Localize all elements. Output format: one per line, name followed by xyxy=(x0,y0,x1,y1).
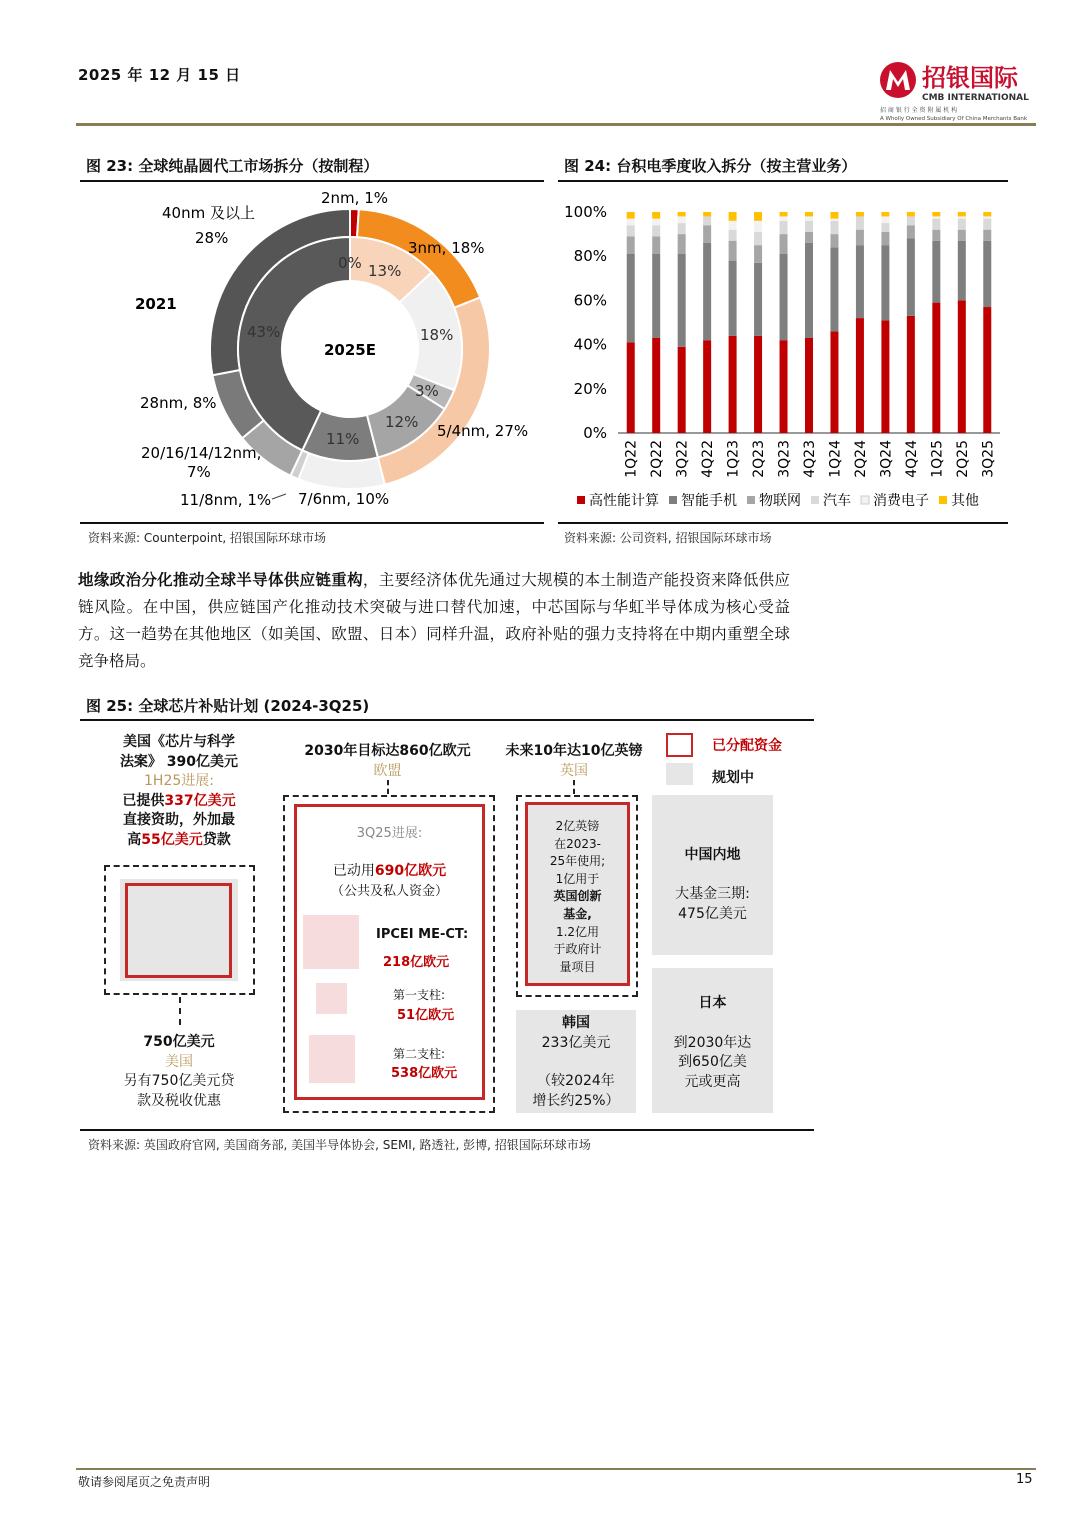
legend-label-0: 高性能计算 xyxy=(589,493,659,509)
label-outer-20nm-a: 20/16/14/12nm, xyxy=(141,444,262,462)
legend-label-2: 物联网 xyxy=(759,493,801,509)
bar-1Q25-0 xyxy=(932,303,940,433)
x-tick-label: 2Q25 xyxy=(954,440,971,478)
eu-pillar2-label: 第二支柱: xyxy=(393,1047,446,1061)
uk-connector xyxy=(573,780,575,794)
eu-pillar1-value: 51亿欧元 xyxy=(397,1008,455,1023)
y-tick-label: 40% xyxy=(573,335,607,354)
us-block xyxy=(90,733,268,850)
bar-1Q23-4 xyxy=(729,221,737,230)
legend-swatch-2 xyxy=(747,496,755,504)
bar-1Q24-5 xyxy=(830,212,838,219)
bar-2Q23-4 xyxy=(754,221,762,232)
eu-ipcei-square xyxy=(303,915,359,969)
bar-1Q23-2 xyxy=(729,241,737,261)
label-outer-3nm: 3nm, 18% xyxy=(408,239,485,257)
eu-used-value: 690亿欧元 xyxy=(374,863,447,879)
bar-marks xyxy=(627,212,992,433)
fig24-top-rule xyxy=(558,180,1008,182)
bar-3Q25-5 xyxy=(983,212,991,216)
logo-text: 招银国际 xyxy=(922,64,1018,92)
bar-2Q24-2 xyxy=(856,230,864,245)
legend-planned-label: 规划中 xyxy=(712,770,754,786)
bar-3Q24-4 xyxy=(881,216,889,223)
eu-head: 2030年目标达860亿欧元 xyxy=(304,743,471,759)
bar-1Q22-0 xyxy=(627,342,635,433)
label-inner-3nm: 13% xyxy=(368,262,402,280)
us-amount: 750亿美元 xyxy=(143,1034,215,1050)
legend-planned-swatch xyxy=(666,763,693,785)
paragraph-text: ，主要经济体优先通过大规模的本土制造产能投资来降低供应链风险。在中国，供应链国产化推动技术突破与进口替代加速，中芯国际与华虹半导体成为核心受益方。这一趋势在其他地区（如美国、欧盟、日本）同样升温，政府补贴的强力支持将在中期内重塑全球竞争格局。 xyxy=(78,571,790,670)
x-tick-label: 3Q23 xyxy=(776,440,793,478)
uk-l8: 于政府计 xyxy=(553,942,602,957)
china-box xyxy=(652,795,773,955)
page-number: 15 xyxy=(1016,1472,1033,1487)
bar-3Q24-2 xyxy=(881,232,889,245)
bar-1Q25-3 xyxy=(932,219,940,230)
fig24-title: 图 24: 台积电季度收入拆分（按主营业务） xyxy=(564,157,857,175)
uk-l7: 1.2亿用 xyxy=(555,924,600,939)
bar-4Q24-2 xyxy=(907,225,915,238)
paragraph-lead: 地缘政治分化推动全球半导体供应链重构 xyxy=(78,571,363,589)
bar-2Q22-4 xyxy=(652,219,660,226)
fig23-title: 图 23: 全球纯晶圆代工市场拆分（按制程） xyxy=(86,157,379,175)
bar-1Q25-4 xyxy=(932,216,940,218)
bar-2Q25-5 xyxy=(958,212,966,216)
uk-l3: 25年使用; xyxy=(549,854,606,869)
cmb-logo-icon xyxy=(876,58,1036,124)
us-loan-value: 55亿美元 xyxy=(141,831,203,848)
us-allocated-box xyxy=(125,883,232,978)
logo-tagline-en: A Wholly Owned Subsidiary Of China Merchants Bank xyxy=(880,116,1028,122)
x-tick-label: 2Q22 xyxy=(649,440,666,478)
label-inner-28nm: 11% xyxy=(326,430,360,448)
korea-amount: 233亿美元 xyxy=(541,1034,611,1051)
bar-1Q25-2 xyxy=(932,230,940,241)
bar-legend xyxy=(577,492,979,509)
bar-4Q24-3 xyxy=(907,216,915,225)
fig25-top-rule xyxy=(80,719,814,721)
bar-2Q23-0 xyxy=(754,336,762,433)
bar-4Q23-5 xyxy=(805,212,813,216)
bar-2Q25-2 xyxy=(958,230,966,241)
bar-4Q23-3 xyxy=(805,221,813,232)
fig25-bottom-rule xyxy=(80,1129,814,1131)
china-l2: 475亿美元 xyxy=(678,906,747,922)
bar-4Q23-2 xyxy=(805,232,813,243)
uk-l1: 2亿英镑 xyxy=(555,819,600,833)
label-outer-2nm: 2nm, 1% xyxy=(321,189,388,207)
us-extra2: 款及税收优惠 xyxy=(137,1092,221,1109)
fig23-bottom-rule xyxy=(80,522,544,524)
eu-ipcei-label: IPCEI ME-CT: xyxy=(376,927,469,942)
bar-4Q23-0 xyxy=(805,338,813,433)
legend-swatch-1 xyxy=(669,496,677,504)
bar-1Q22-3 xyxy=(627,225,635,236)
bar-3Q22-3 xyxy=(678,223,686,234)
eu-used-label: 已动用 xyxy=(332,863,375,879)
header-rule xyxy=(76,123,1036,126)
label-inner-5nm: 18% xyxy=(420,326,454,344)
bar-4Q24-0 xyxy=(907,316,915,433)
bar-2Q22-0 xyxy=(652,338,660,433)
uk-region: 英国 xyxy=(560,763,588,779)
y-tick-label: 100% xyxy=(564,203,607,221)
label-outer-28nm: 28nm, 8% xyxy=(140,394,217,412)
bar-1Q23-5 xyxy=(729,212,737,221)
bar-1Q23-3 xyxy=(729,230,737,241)
eu-pillar2-square xyxy=(309,1035,355,1083)
us-high-label: 高 xyxy=(127,831,142,848)
japan-l3: 元或更高 xyxy=(684,1073,741,1090)
us-connector xyxy=(179,997,181,1025)
eu-connector xyxy=(387,780,389,794)
bar-3Q25-2 xyxy=(983,230,991,241)
eu-pillar2-value: 538亿欧元 xyxy=(391,1066,458,1081)
x-tick-label: 4Q23 xyxy=(802,440,818,478)
y-tick-label: 20% xyxy=(573,379,607,398)
legend-swatch-4 xyxy=(861,496,869,504)
bar-3Q25-0 xyxy=(983,307,991,433)
legend-label-4: 消费电子 xyxy=(873,493,929,509)
bar-3Q23-4 xyxy=(780,216,788,220)
bar-3Q23-3 xyxy=(780,221,788,234)
x-tick-label: 3Q24 xyxy=(878,440,895,478)
eu-pillar1-square xyxy=(316,983,347,1014)
legend-label-3: 汽车 xyxy=(823,493,851,509)
y-tick-label: 0% xyxy=(583,424,607,442)
bar-1Q23-1 xyxy=(729,261,737,336)
label-outer-7nm: 7/6nm, 10% xyxy=(298,490,390,508)
report-date: 2025 年 12 月 15 日 xyxy=(78,66,241,84)
y-tick-label: 80% xyxy=(573,247,607,266)
bar-2Q24-5 xyxy=(856,212,864,216)
bar-1Q25-5 xyxy=(932,212,940,216)
fig24-bottom-rule xyxy=(558,522,1008,524)
us-region: 美国 xyxy=(165,1053,193,1070)
bar-3Q24-5 xyxy=(881,212,889,216)
china-l1: 大基金三期: xyxy=(675,886,750,902)
uk-l6: 基金, xyxy=(563,906,592,921)
logo-tagline: 招 商 银 行 全 资 附 属 机 构 xyxy=(880,107,958,114)
bar-2Q23-3 xyxy=(754,232,762,245)
donut-year-label: 2021 xyxy=(135,295,177,313)
bar-3Q22-0 xyxy=(678,347,686,433)
bar-3Q23-1 xyxy=(780,254,788,340)
bar-4Q23-1 xyxy=(805,243,813,338)
fig25-title: 图 25: 全球芯片补贴计划 (2024-3Q25) xyxy=(86,697,370,715)
x-tick-label: 2Q24 xyxy=(852,440,869,478)
japan-box xyxy=(652,968,773,1113)
bar-x-labels xyxy=(624,440,997,478)
bar-4Q22-5 xyxy=(703,212,711,216)
bar-1Q23-0 xyxy=(729,336,737,433)
x-tick-label: 1Q25 xyxy=(929,440,946,478)
y-tick-label: 60% xyxy=(573,291,607,310)
bar-3Q22-4 xyxy=(678,216,686,223)
bar-1Q25-1 xyxy=(932,241,940,303)
eu-progress: 3Q25进展: xyxy=(356,826,423,841)
bar-2Q25-4 xyxy=(958,216,966,218)
us-line2: 法案》 390亿美元 xyxy=(119,753,239,770)
label-inner-2nm: 0% xyxy=(338,254,362,272)
label-outer-40nm-b: 28% xyxy=(195,229,229,247)
bar-2Q22-5 xyxy=(652,212,660,219)
us-provided-label: 已提供 xyxy=(122,792,165,809)
eu-ipcei-value: 218亿欧元 xyxy=(383,955,450,970)
body-paragraph xyxy=(78,567,790,675)
x-tick-label: 1Q23 xyxy=(725,440,742,478)
japan-l2: 到650亿美 xyxy=(678,1054,747,1070)
bar-2Q25-0 xyxy=(958,300,966,433)
bar-3Q23-5 xyxy=(780,212,788,216)
donut-center-label: 2025E xyxy=(324,341,376,359)
korea-name: 韩国 xyxy=(562,1015,590,1031)
korea-box xyxy=(516,1010,636,1113)
x-tick-label: 1Q24 xyxy=(827,440,844,478)
bar-1Q24-1 xyxy=(830,247,838,331)
bar-3Q22-5 xyxy=(678,212,686,216)
fig23-source: 资料来源: Counterpoint, 招银国际环球市场 xyxy=(88,531,327,545)
bar-2Q22-2 xyxy=(652,236,660,254)
bar-4Q22-2 xyxy=(703,225,711,243)
fig23-top-rule xyxy=(80,180,544,182)
japan-name: 日本 xyxy=(698,995,727,1011)
us-provided-value: 337亿美元 xyxy=(164,792,236,809)
legend-swatch-3 xyxy=(811,496,819,504)
bar-3Q24-3 xyxy=(881,223,889,232)
us-loan-label: 贷款 xyxy=(202,831,231,848)
label-inner-20nm: 12% xyxy=(385,413,419,431)
label-inner-7nm: 3% xyxy=(415,382,439,400)
bar-4Q22-3 xyxy=(703,216,711,225)
bar-2Q23-5 xyxy=(754,212,762,221)
korea-note2: 增长约25%） xyxy=(532,1092,620,1109)
x-tick-label: 4Q22 xyxy=(700,440,717,478)
label-outer-40nm-a: 40nm 及以上 xyxy=(162,204,255,222)
x-tick-label: 3Q22 xyxy=(674,440,691,478)
bar-4Q24-5 xyxy=(907,212,915,216)
bar-2Q22-1 xyxy=(652,254,660,338)
x-tick-label: 4Q24 xyxy=(903,440,920,478)
us-direct: 直接资助，外加最 xyxy=(123,812,235,828)
bar-2Q24-0 xyxy=(856,318,864,433)
bar-1Q22-2 xyxy=(627,236,635,254)
bar-1Q22-5 xyxy=(627,212,635,219)
bar-2Q25-3 xyxy=(958,219,966,230)
x-tick-label: 3Q25 xyxy=(980,440,997,478)
label-11nm-leader xyxy=(272,494,286,499)
bar-4Q24-1 xyxy=(907,239,915,316)
bar-1Q24-4 xyxy=(830,219,838,221)
legend-swatch-5 xyxy=(939,496,947,504)
uk-l9: 量项目 xyxy=(559,959,596,974)
bar-1Q22-4 xyxy=(627,219,635,226)
bar-2Q24-1 xyxy=(856,245,864,318)
bar-2Q23-2 xyxy=(754,245,762,263)
bar-3Q25-4 xyxy=(983,216,991,218)
uk-text-block xyxy=(525,818,630,976)
china-name: 中国内地 xyxy=(684,847,741,863)
bar-3Q22-1 xyxy=(678,254,686,347)
bar-1Q22-1 xyxy=(627,254,635,342)
us-progress: 1H25进展: xyxy=(144,773,214,789)
fig23-donut-chart xyxy=(80,184,544,520)
fig24-stacked-bar-chart xyxy=(558,184,1008,520)
eu-pillar1-label: 第一支柱: xyxy=(393,988,446,1002)
legend-label-1: 智能手机 xyxy=(681,493,737,509)
uk-l2: 在2023- xyxy=(554,836,601,851)
bar-1Q24-3 xyxy=(830,221,838,234)
us-extra1: 另有750亿美元贷 xyxy=(123,1073,235,1089)
logo-sub: CMB INTERNATIONAL xyxy=(922,93,1029,103)
bar-4Q22-1 xyxy=(703,243,711,340)
x-tick-label: 1Q22 xyxy=(623,440,640,478)
footer-disclaimer: 敬请参阅尾页之免责声明 xyxy=(78,1475,211,1489)
fig25-source: 资料来源: 英国政府官网, 美国商务部, 美国半导体协会, SEMI, 路透社, 彭博, 招银国际环球市场 xyxy=(88,1138,591,1152)
bar-3Q23-2 xyxy=(780,234,788,254)
bar-4Q22-0 xyxy=(703,340,711,433)
eu-used-line xyxy=(294,860,485,880)
bar-3Q22-2 xyxy=(678,234,686,254)
eu-used-note: （公共及私人资金） xyxy=(330,884,448,899)
uk-l4: 1亿用于 xyxy=(555,871,600,886)
bar-3Q25-3 xyxy=(983,219,991,230)
japan-l1: 到2030年达 xyxy=(673,1034,752,1051)
bar-3Q25-1 xyxy=(983,241,991,307)
bar-2Q25-1 xyxy=(958,241,966,301)
label-outer-11nm: 11/8nm, 1% xyxy=(180,491,272,509)
fig24-source: 资料来源: 公司资料, 招银国际环球市场 xyxy=(564,531,772,545)
legend-label-5: 其他 xyxy=(951,493,979,509)
legend-swatch-0 xyxy=(577,496,585,504)
uk-l5: 英国创新 xyxy=(553,889,602,904)
x-tick-label: 2Q23 xyxy=(751,440,768,478)
uk-head: 未来10年达10亿英镑 xyxy=(505,743,643,759)
label-inner-40nm: 43% xyxy=(247,323,281,341)
label-outer-5nm: 5/4nm, 27% xyxy=(437,422,529,440)
bar-3Q23-0 xyxy=(780,340,788,433)
us-line1: 美国《芯片与科学 xyxy=(123,734,235,750)
bar-2Q23-1 xyxy=(754,263,762,336)
bar-4Q23-4 xyxy=(805,216,813,220)
korea-note1: （较2024年 xyxy=(537,1073,615,1089)
footer-rule xyxy=(76,1468,1036,1470)
bar-1Q24-0 xyxy=(830,331,838,433)
bar-1Q24-2 xyxy=(830,234,838,247)
eu-region: 欧盟 xyxy=(373,763,402,779)
legend-allocated-swatch xyxy=(666,733,693,757)
us-total-block xyxy=(90,1033,268,1111)
cmb-logo xyxy=(876,58,1036,124)
legend-allocated-label: 已分配资金 xyxy=(712,738,782,754)
bar-2Q22-3 xyxy=(652,225,660,236)
bar-3Q24-1 xyxy=(881,245,889,320)
label-outer-20nm-b: 7% xyxy=(187,463,211,481)
bar-3Q24-0 xyxy=(881,320,889,433)
bar-2Q24-3 xyxy=(856,216,864,229)
